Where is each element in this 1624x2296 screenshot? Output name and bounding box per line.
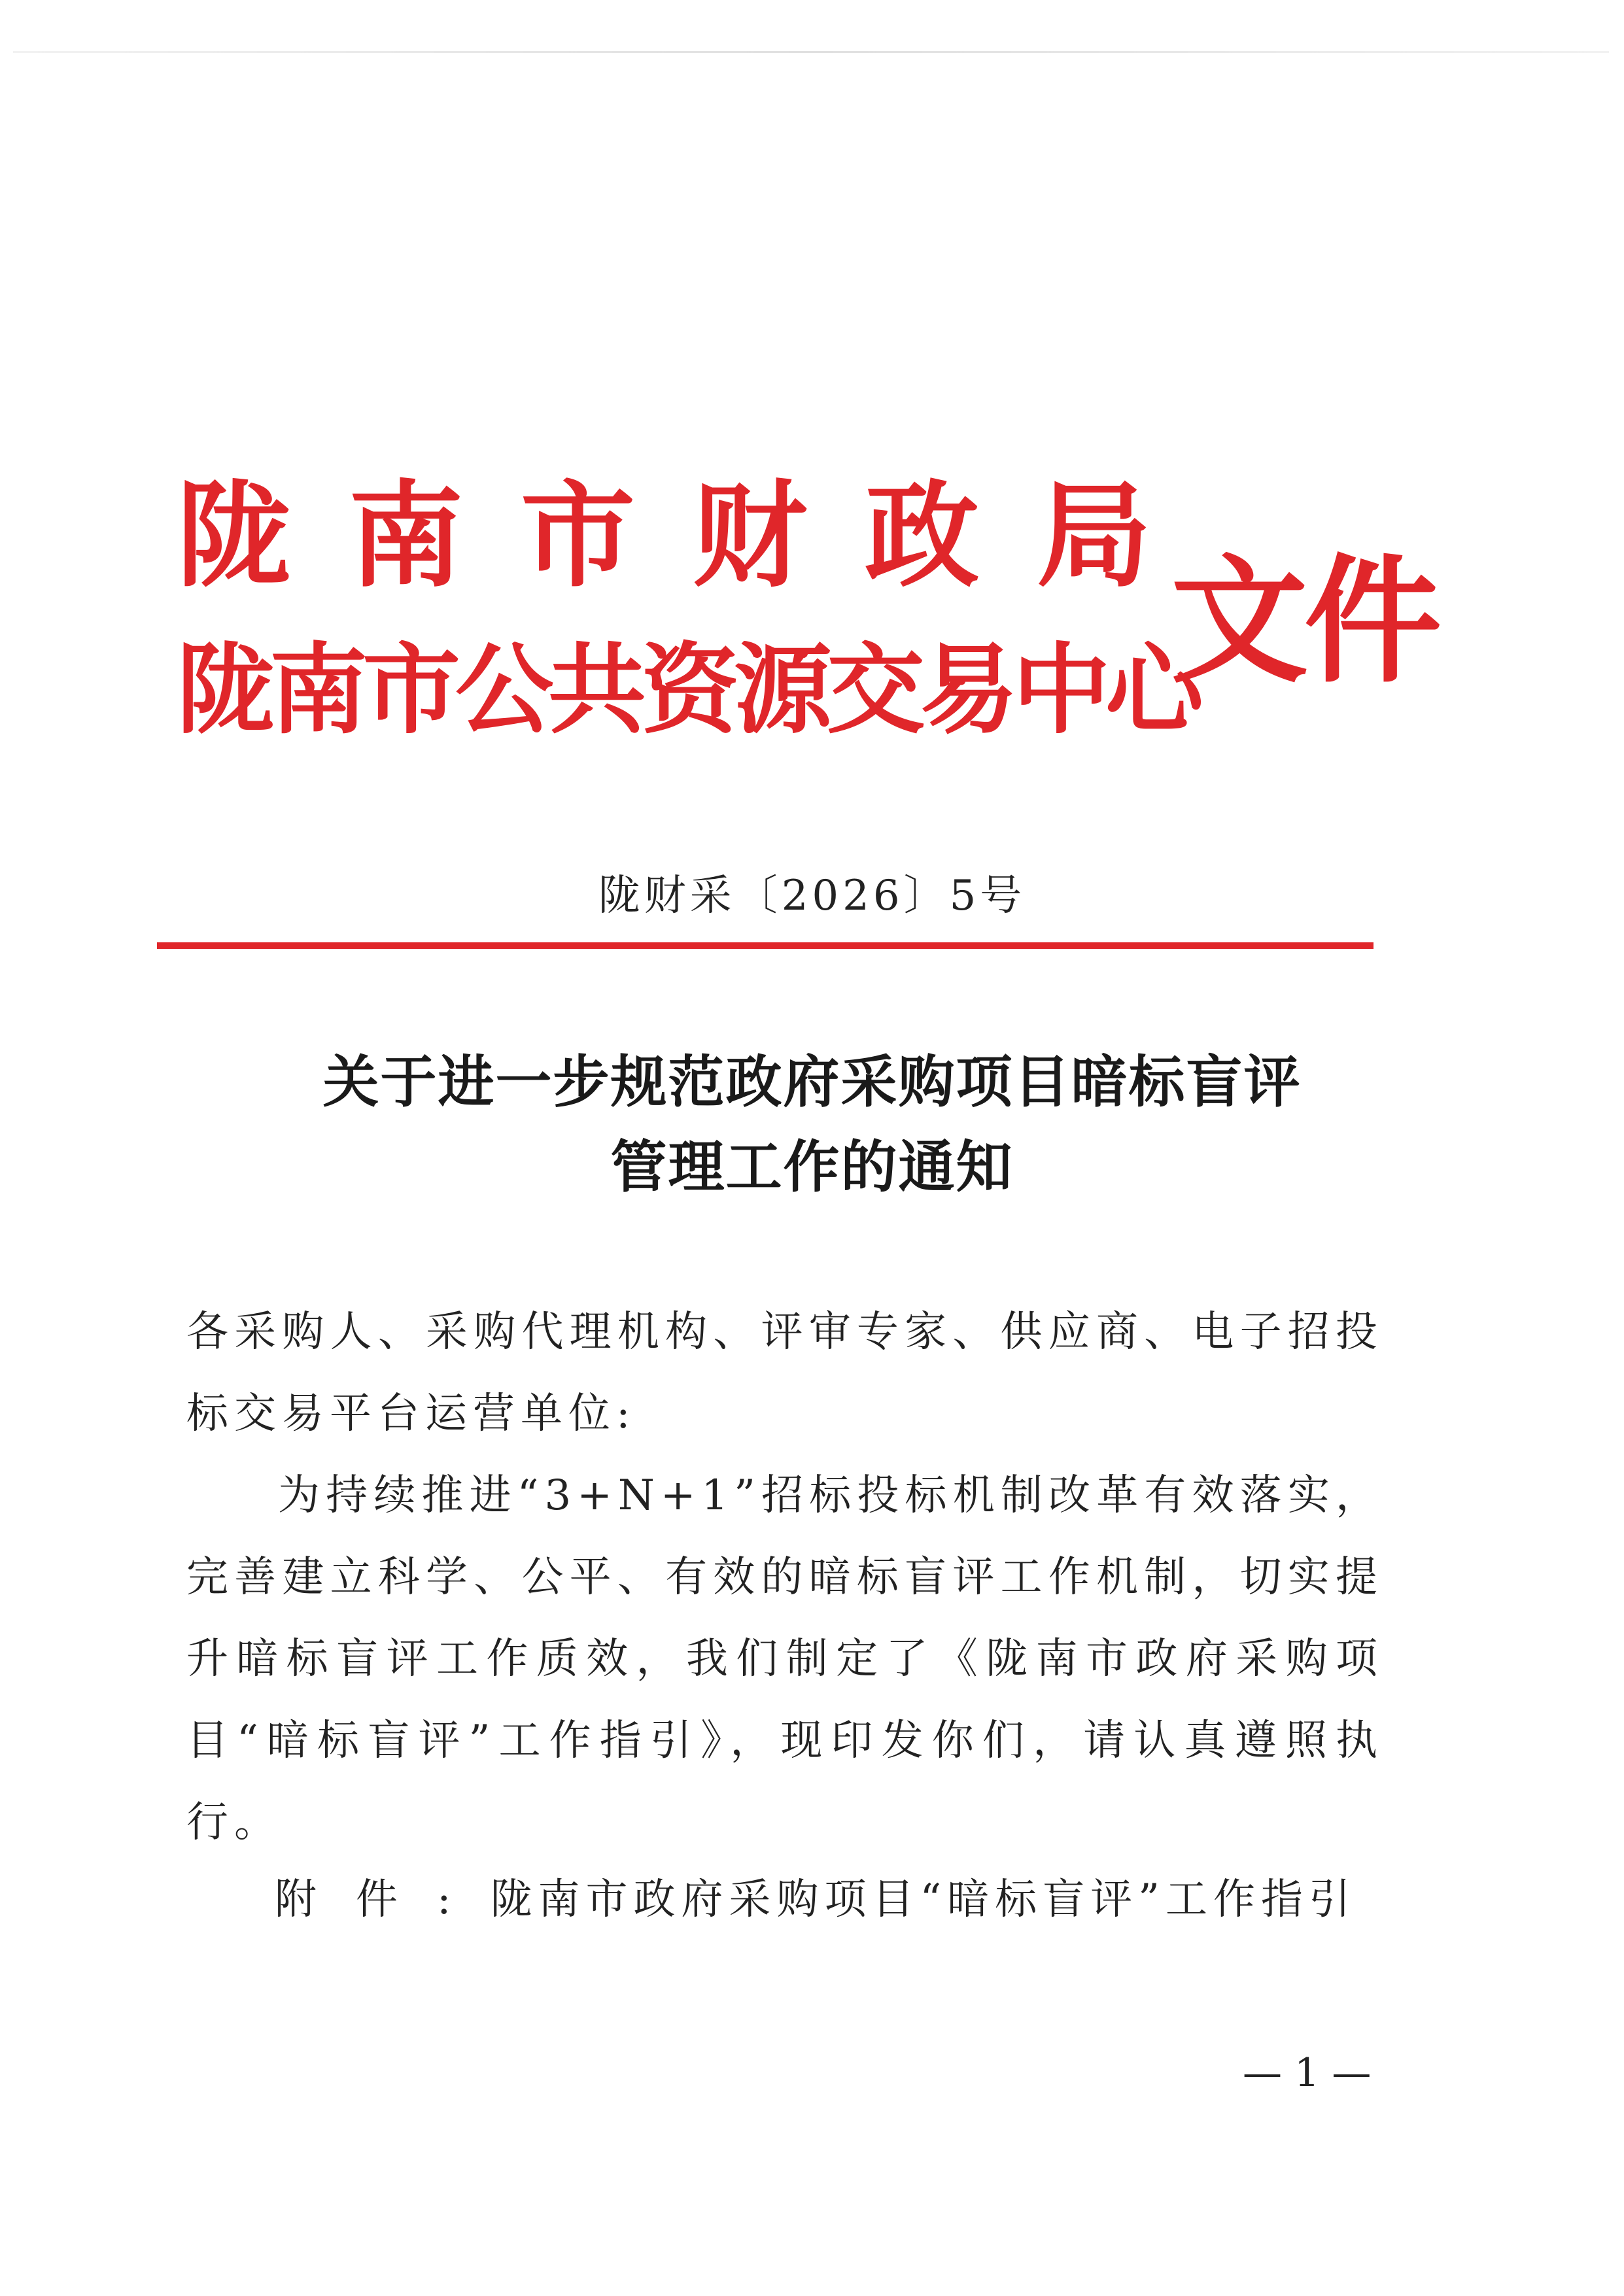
red-separator-line	[157, 942, 1373, 949]
issuer-trading-center: 陇南市公共资源交易中心	[177, 632, 1199, 747]
issuer-finance-bureau	[177, 471, 1151, 602]
document-title-line-2: 管理工作的通知	[610, 1134, 1014, 1200]
issuer-document-suffix: 文件	[1171, 540, 1438, 702]
salutation: 各采购人、采购代理机构、评审专家、供应商、电子招投标交易平台运营单位:	[186, 1308, 1383, 1438]
attachment-title: 陇南市政府采购项目“暗标盲评”工作指引	[490, 1876, 1356, 1924]
document-number: 陇财采〔2026〕5号	[598, 872, 1026, 920]
scan-edge-shadow	[13, 51, 1609, 53]
issuer-char: 南	[349, 469, 463, 603]
issuer-char: 陇	[177, 469, 291, 603]
body-paragraph: 为持续推进“3+N+1”招标投标机制改革有效落实，完善建立科学、公平、有效的暗标盲评工作机制，切实提升暗标盲评工作质效，我们制定了《陇南市政府采购项目“暗标盲评”工作指引》，现印发你们，请认真遵照执行。	[186, 1471, 1383, 1847]
issuer-char: 市	[521, 469, 635, 603]
attachment-label: 附件:	[275, 1876, 491, 1924]
issuer-char: 局	[1037, 469, 1151, 603]
attachment-line	[275, 1867, 1356, 1932]
document-title-line-1: 关于进一步规范政府采购项目暗标盲评	[322, 1049, 1302, 1115]
issuer-char: 财	[693, 469, 807, 603]
issuer-char: 政	[865, 469, 979, 603]
page-number: — 1 —	[1243, 2050, 1372, 2096]
